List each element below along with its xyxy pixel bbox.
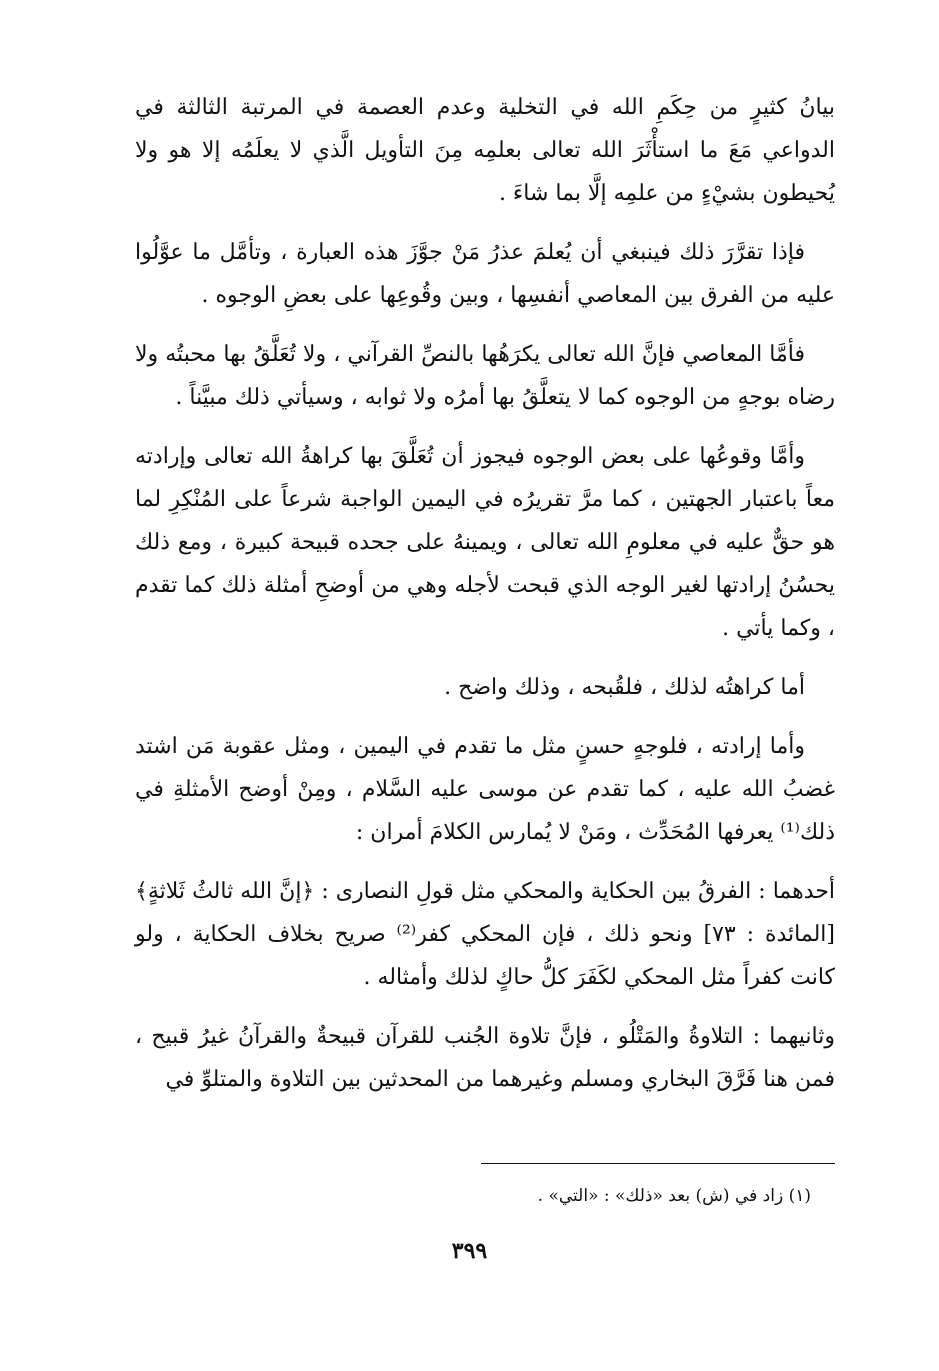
paragraph-4: وأمَّا وقوعُها على بعض الوجوه فيجوز أن تُعَلَّقَ بها كراهةُ الله تعالى وإرادته معاً باعتبار الجهتين ، كما مرَّ تقريرُه في اليمين الواجبة شرعاً على المُنْكِرِ لما هو حقٌّ عليه في معلومِ الله تعالى ، ويمينهُ على جحده قبيحة كبيرة ، ومع ذلك يحسُنُ إرادتها لغير الوجه الذي قبحت لأجله وهي من أوضحِ أمثلة ذلك كما تقدم ، وكما يأتي .	[135, 444, 835, 641]
page-number: ٣٩٩	[451, 1238, 488, 1264]
paragraph-2: فإذا تقرَّرَ ذلك فينبغي أن يُعلمَ عذرُ مَنْ جوَّزَ هذه العبارة ، وتأمَّل ما عوَّلُوا عليه من الفرق بين المعاصي أنفسِها ، وبين وقُوعِها على بعضِ الوجوه .	[135, 240, 835, 308]
paragraph-8: وثانيهما : التلاوةُ والمَتْلُو ، فإنَّ تلاوة الجُنب للقرآن قبيحةٌ والقرآنُ غيرُ قبيح ، فمن هنا فَرَّقَ البخاري ومسلم وغيرهما من المحدثين بين التلاوة والمتلوِّ في	[135, 1024, 835, 1092]
paragraph-7: أحدهما : الفرقُ بين الحكاية والمحكي مثل قولِ النصارى : ﴿إنَّ الله ثالثُ ثَلاثةٍ﴾ [المائدة : ٧٣] ونحو ذلك ، فإن المحكي كفر⁽²⁾ صريح بخلاف الحكاية ، ولو كانت كفراً مثل المحكي لكَفَرَ كلُّ حاكٍ لذلك وأمثاله .	[135, 879, 835, 990]
paragraph-6: وأما إرادته ، فلوجهٍ حسنٍ مثل ما تقدم في اليمين ، ومثل عقوبة مَن اشتد غضبُ الله عليه ، كما تقدم عن موسى عليه السَّلام ، ومِنْ أوضح الأمثلةِ في ذلك⁽¹⁾ يعرفها المُحَدِّث ، ومَنْ لا يُمارس الكلامَ أمران :	[135, 734, 835, 845]
paragraph-3: فأمَّا المعاصي فإنَّ الله تعالى يكرَهُها بالنصِّ القرآني ، ولا تُعَلَّقُ بها محبتُه ولا رضاه بوجهٍ من الوجوه كما لا يتعلَّقُ بها أمرُه ولا ثوابه ، وسيأتي ذلك مبيَّناً .	[135, 342, 835, 410]
footnote-divider	[481, 1163, 835, 1164]
footnote: (١) زاد في (ش) بعد «ذلك» : «التي» .	[537, 1186, 811, 1206]
paragraph-5: أما كراهتُه لذلك ، فلقُبحه ، وذلك واضح .	[444, 675, 805, 700]
page-body	[135, 86, 835, 1117]
paragraph-1: بيانُ كثيرٍ من حِكَمِ الله في التخلية وعدم العصمة في المرتبة الثالثة في الدواعي مَعَ ما استأْثَرَ الله تعالى بعلمِه مِنَ التأويل الَّذي لا يعلَمُه إلا هو ولا يُحيطون بشيْءٍ من علمِه إلَّا بما شاءَ .	[135, 95, 835, 206]
